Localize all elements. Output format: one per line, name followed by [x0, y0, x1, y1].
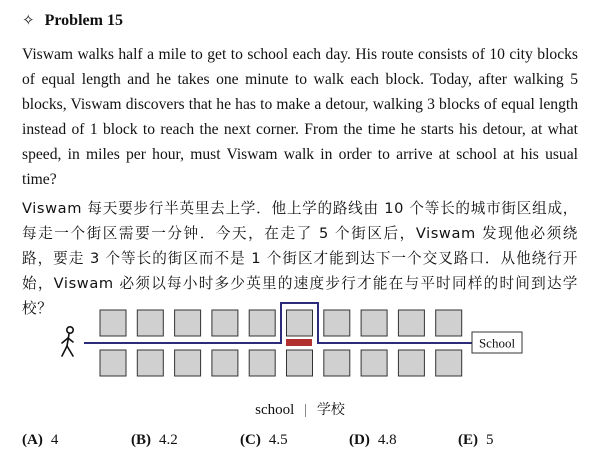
top-row-block [100, 310, 126, 336]
choice-b[interactable]: (B) 4.2 [131, 432, 178, 448]
caption-separator: | [304, 402, 308, 418]
choice-d[interactable]: (D) 4.8 [349, 432, 397, 448]
top-row-block [287, 310, 313, 336]
choice-e[interactable]: (E) 5 [458, 432, 494, 448]
top-row-block [324, 310, 350, 336]
bottom-row-block [212, 350, 238, 376]
top-row-block [249, 310, 275, 336]
choice-a[interactable]: (A) 4 [22, 432, 59, 448]
blocks-bottom-row [100, 350, 462, 376]
problem-text-chinese-content: Viswam 每天要步行半英里去上学．他上学的路线由 10 个等长的城市街区组成，每走一个街区需要一分钟．今天，在走了 5 个街区后，Viswam 发现他必须绕路，要走 3 个等长的街区而不是 1 个街区才能到达下一个交叉路口．从他绕行开始，Viswam 必须以每小时多少英里的速度步行才能在与平时同样的时间到达学校？ [22, 200, 578, 317]
figure-caption [0, 399, 600, 419]
bottom-row-block [249, 350, 275, 376]
diamond-icon: ✧ [22, 13, 35, 29]
walking-person-icon [62, 327, 73, 356]
bottom-row-block [175, 350, 201, 376]
bottom-row-block [398, 350, 424, 376]
choice-c[interactable]: (C) 4.5 [240, 432, 288, 448]
bottom-row-block [436, 350, 462, 376]
top-row-block [436, 310, 462, 336]
top-row-block [175, 310, 201, 336]
problem-text-english: Viswam walks half a mile to get to school each day. His route consists of 10 city blocks of equal length and he takes one minute to walk each block. Today, after walking 5 blocks, Viswam discovers that he has to make a detour, walking 3 blocks of equal length instead of 1 block to reach the next corner. From the time he starts his detour, at what speed, in miles per hour, must Viswam walk in order to arrive at school at his usual time? [22, 46, 578, 188]
top-row-block [137, 310, 163, 336]
top-row-block [398, 310, 424, 336]
bottom-row-block [100, 350, 126, 376]
top-row-block [212, 310, 238, 336]
bottom-row-block [324, 350, 350, 376]
bottom-row-block [361, 350, 387, 376]
school-label: School [478, 335, 516, 351]
blocked-street-marker [286, 339, 312, 346]
bottom-row-block [137, 350, 163, 376]
top-row-block [361, 310, 387, 336]
caption-english: school [255, 402, 295, 418]
problem-title: Problem 15 [44, 11, 123, 29]
problem-header [22, 11, 123, 30]
caption-chinese: 学校 [316, 402, 345, 418]
route-diagram [0, 296, 600, 396]
bottom-row-block [287, 350, 313, 376]
